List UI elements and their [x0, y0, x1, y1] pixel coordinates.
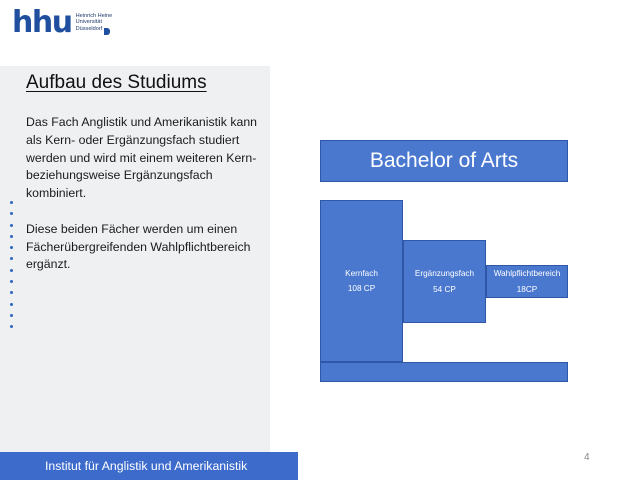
logo-line: Universität	[75, 19, 103, 26]
logo-mark: hhu	[12, 5, 72, 40]
logo-line: Düsseldorf	[75, 25, 103, 32]
column-credits: 108 CP	[347, 284, 376, 293]
diagram-column-kernfach	[320, 200, 403, 362]
hhu-logo	[12, 5, 113, 40]
column-label: Kernfach	[345, 268, 378, 278]
decorative-dots	[9, 201, 15, 337]
footer-institute: Institut für Anglistik und Amerikanistik	[45, 459, 248, 473]
column-label: Wahlpflichtbereich	[493, 269, 561, 278]
page-number: 4	[584, 452, 590, 463]
logo-accent-shape	[104, 28, 110, 35]
body-paragraph: Diese beiden Fächer werden um einen Fächerübergreifenden Wahlpflichtbereich ergänzt.	[26, 221, 251, 272]
column-credits: 54 CP	[433, 284, 456, 294]
column-label: Ergänzungsfach	[414, 269, 475, 278]
column-credits: 18CP	[516, 284, 538, 294]
diagram-column-ergaenzungsfach	[403, 240, 486, 323]
diagram-heading: Bachelor of Arts	[320, 140, 568, 182]
slide-title: Aufbau des Studiums	[26, 72, 207, 93]
diagram-base-bar	[320, 362, 568, 382]
logo-line: Heinrich Heine	[75, 13, 113, 19]
body-paragraph: Das Fach Anglistik und Amerikanistik kann als Kern- oder Ergänzungsfach studiert werden und wird mit einem weiteren Kern- beziehungsweise Ergänzungsfach kombiniert.	[26, 115, 258, 201]
diagram-column-wahlpflichtbereich	[486, 265, 568, 298]
slide-body	[26, 114, 262, 292]
